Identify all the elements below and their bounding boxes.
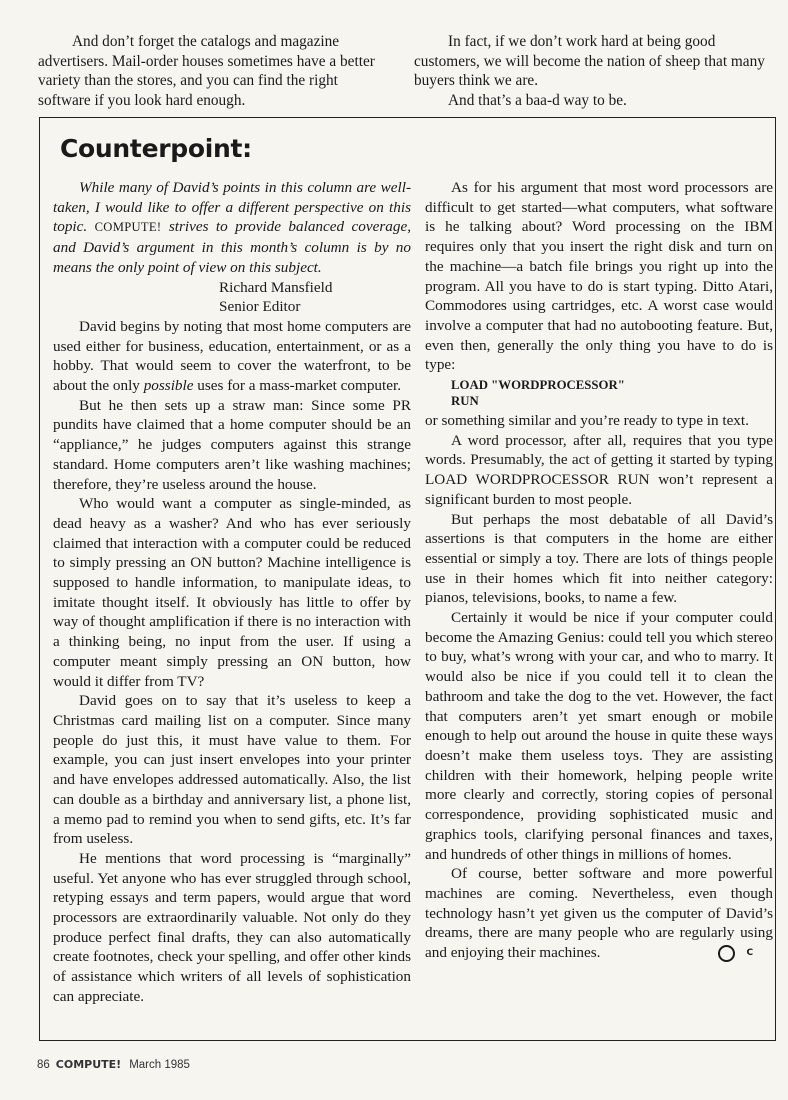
page-footer bbox=[37, 1058, 190, 1071]
paragraph: Certainly it would be nice if your computer could become the Amazing Genius: could tell you which stereo to buy, what’s wrong with your car, and who to marry. It would also be nice if you could tell it to clean the bathroom and take the dog to the vet. However, the fact that computers aren’t yet smart enough or mobile enough to help out around the house in quite these ways doesn’t make them useless toys. They are assisting children with their homework, helping people write more clearly and correctly, storing copies of personal correspondence, providing sophisticated music and graphics tools, clarifying personal finances and taxes, and hundreds of other things in millions of homes. bbox=[425, 609, 773, 863]
emphasis: possible bbox=[143, 377, 194, 395]
byline bbox=[53, 278, 411, 317]
paragraph-text: uses for a mass-market computer. bbox=[193, 377, 401, 395]
paragraph: But perhaps the most debatable of all David’s assertions is that computers in the home are either essential or simply a toy. There are lots of things people use in their homes which fit into neither category: pianos, televisions, books, to name a few. bbox=[425, 510, 773, 607]
paragraph: And don’t forget the catalogs and magazine advertisers. Mail-order houses sometimes have a better variety than the stores, and you can find the right software if you look hard enough. bbox=[38, 33, 375, 109]
paragraph bbox=[425, 864, 773, 963]
author-name: Richard Mansfield bbox=[219, 278, 333, 296]
editor-note bbox=[53, 178, 411, 278]
paragraph: or something similar and you’re ready to type in text. bbox=[425, 412, 749, 430]
paragraph: But he then sets up a straw man: Since some PR pundits have claimed that a home computer should be an “appliance,” he judges computers against this strange standard. Home computers aren’t like washing machines; therefore, they’re useless around the house. bbox=[53, 396, 411, 493]
counterpoint-box bbox=[39, 117, 776, 1041]
code-line: LOAD "WORDPROCESSOR" bbox=[451, 378, 625, 393]
counterpoint-left-column bbox=[53, 178, 411, 1007]
counterpoint-right-column bbox=[425, 178, 773, 1007]
paragraph: As for his argument that most word processors are difficult to get started—what computers, what software is he talking about? Word processing on the IBM requires only that you insert the right disk and turn on the machine—a batch file brings you right up into the program. All you have to do is start typing. Ditto Atari, Commodores using cartridges, etc. A worst case would involve a computer that had no autobooting feature. But, even then, generally the only thing you have to do is type: bbox=[425, 179, 773, 374]
editor-note-text: While many of David’s points in this column are well-taken, I would like to offer a different perspective on this topic. bbox=[53, 179, 411, 236]
top-right-column bbox=[414, 32, 770, 110]
previous-article-ending bbox=[38, 32, 770, 110]
paragraph bbox=[53, 317, 411, 396]
editor-note-text: strives to provide balanced coverage, and David’s argument in this month’s column is by no means the only point of view on this subject. bbox=[53, 218, 411, 276]
code-line: RUN bbox=[451, 394, 479, 409]
paragraph: He mentions that word processing is “marginally” useful. Yet anyone who has ever struggled through school, retyping essays and term papers, would argue that word processors are extraordinarily valuable. Not only do they produce perfect final drafts, they can also automatically create footnotes, check your spelling, and offer other kinds of assistance which writers of all levels of sophistication can appreciate. bbox=[53, 849, 411, 1005]
paragraph: Who would want a computer as single-minded, as dead heavy as a washer? And who has ever seriously claimed that interaction with a computer could be reduced to simply pressing an ON button? Machine intelligence is supposed to handle information, to manipulate ideas, to imitate thought itself. It obviously has little to offer by way of thought amplification if there is no interaction with a thinking being, no input from the user. If using a computer meant simply pressing an ON button, how would it differ from TV? bbox=[53, 495, 411, 690]
end-mark-icon: C bbox=[718, 945, 735, 962]
top-left-column bbox=[38, 32, 394, 110]
counterpoint-heading: Counterpoint: bbox=[60, 134, 252, 163]
magazine-name: COMPUTE! bbox=[94, 220, 162, 235]
paragraph: A word processor, after all, requires that you type words. Presumably, the act of getting it started by typing LOAD WORDPROCESSOR RUN won’t represent a significant burden to most people. bbox=[425, 431, 773, 508]
paragraph: And that’s a baa-d way to be. bbox=[448, 91, 627, 109]
magazine-logo: COMPUTE! bbox=[55, 1058, 122, 1071]
paragraph: In fact, if we don’t work hard at being good customers, we will become the nation of sheep that many buyers think we are. bbox=[414, 33, 765, 90]
paragraph-text: Of course, better software and more powerful machines are coming. Nevertheless, even though technology hasn’t yet given us the computer of David’s dreams, there are many people who are regularly using and enjoying their machines. bbox=[425, 865, 773, 962]
author-title: Senior Editor bbox=[219, 298, 301, 316]
issue-date: March 1985 bbox=[129, 1059, 190, 1071]
code-listing bbox=[451, 377, 773, 409]
page-number: 86 bbox=[37, 1059, 50, 1071]
paragraph-text: David begins by noting that most home computers are used either for business, education, entertainment, or as a hobby. That would seem to cover the waterfront, to be about the only bbox=[53, 317, 411, 395]
paragraph: David goes on to say that it’s useless to keep a Christmas card mailing list on a computer. Since many people do just this, it must have value to them. For example, you can just insert envelopes into your printer and have envelopes addressed automatically. Also, the list can double as a birthday and anniversary list, a phone list, a memo pad to remind you when to send gifts, etc. It’s far from useless. bbox=[53, 692, 411, 848]
